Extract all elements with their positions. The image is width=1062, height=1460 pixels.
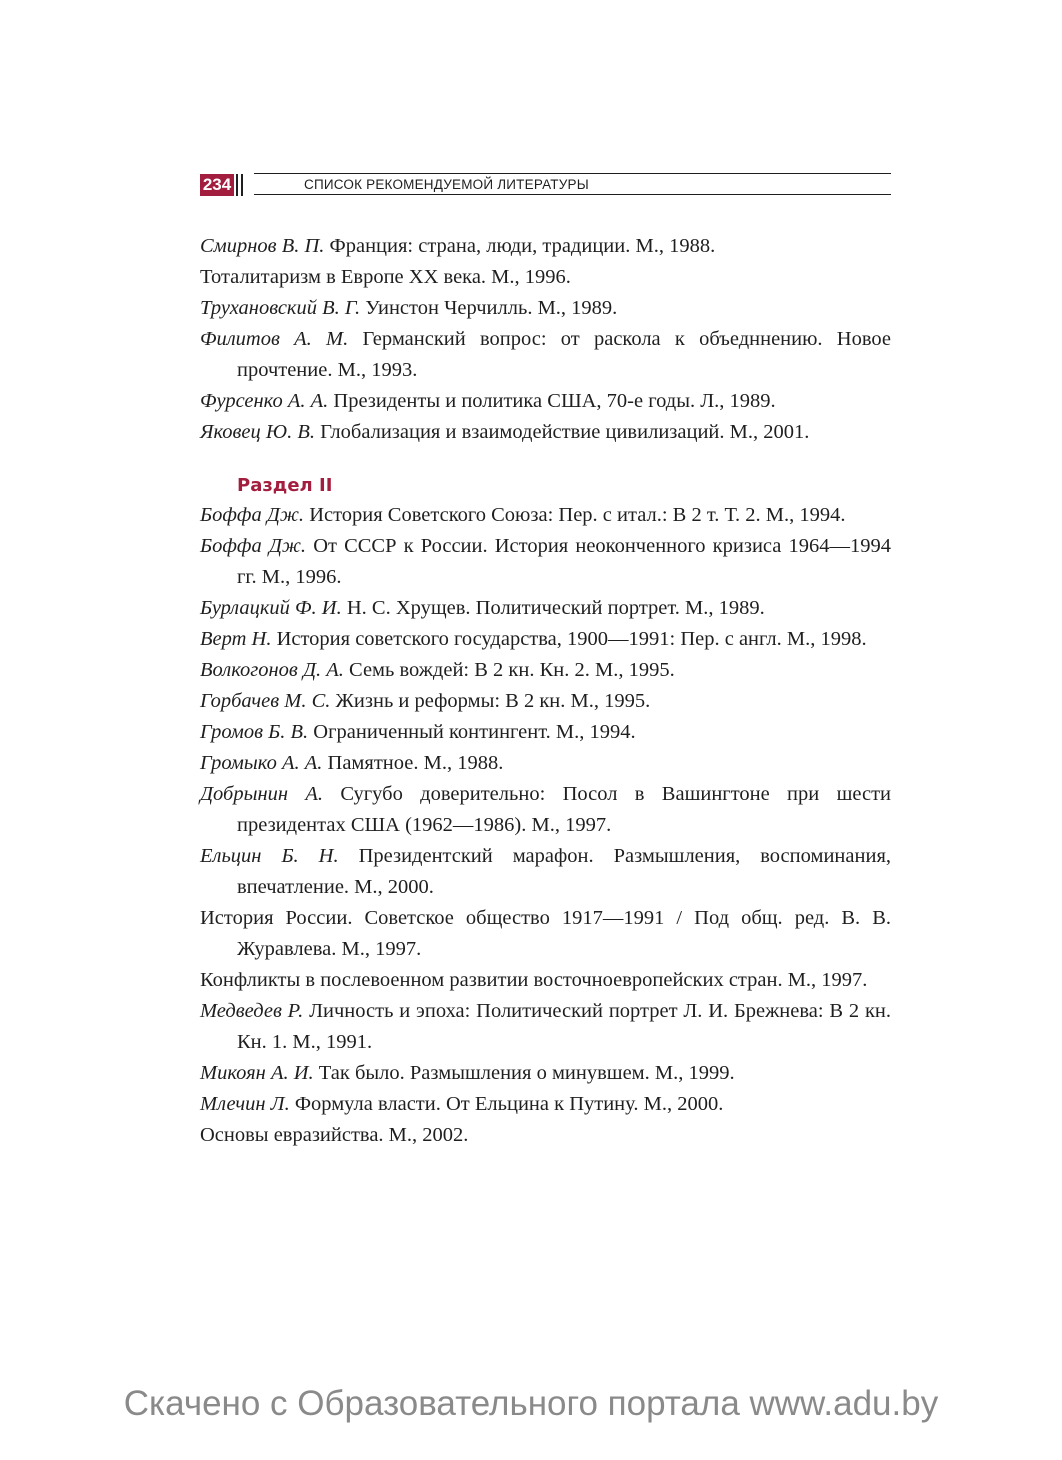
entry-author: Громыко А. А. [200,752,323,774]
bibliography-entry [200,965,891,996]
entry-text: Памятное. М., 1988. [327,752,504,774]
entry-text: Президенты и политика США, 70-е годы. Л., 1989. [333,390,776,412]
entry-text: Глобализация и взаимодействие цивилизаций. М., 2001. [320,421,810,443]
bibliography-entry [200,624,891,655]
entry-text: Формула власти. От Ельцина к Путину. М., 2000. [294,1093,724,1115]
entry-text: Ограниченный контингент. М., 1994. [313,721,636,743]
entry-text: История Советского Союза: Пер. с итал.: В 2 т. Т. 2. М., 1994. [309,504,846,526]
bibliography-entry [200,593,891,624]
bibliography-entry [200,386,891,417]
entry-author: Боффа Дж. [200,504,305,526]
bibliography-entry [200,500,891,531]
download-watermark: Скачено с Образовательного портала www.adu.by [123,1384,939,1423]
entry-author: Горбачев М. С. [200,690,331,712]
entry-text: Н. С. Хрущев. Политический портрет. М., 1989. [346,597,765,619]
bibliography-entry [200,655,891,686]
entry-text: Тоталитаризм в Европе XX века. М., 1996. [200,266,571,288]
entry-author: Верт Н. [200,628,272,650]
bibliography-entry [200,903,891,965]
entry-text: Жизнь и реформы: В 2 кн. М., 1995. [335,690,651,712]
bibliography-entry [200,1120,891,1151]
bibliography-entry [200,231,891,262]
header-bar [241,174,243,196]
bibliography-entry [200,262,891,293]
entry-author: Волкогонов Д. А. [200,659,344,681]
bibliography-entry [200,417,891,448]
entry-text: Семь вождей: В 2 кн. Кн. 2. М., 1995. [349,659,675,681]
page-header [200,172,891,198]
entry-author: Бурлацкий Ф. И. [200,597,342,619]
bibliography-entry [200,686,891,717]
entry-author: Млечин Л. [200,1093,290,1115]
running-title: СПИСОК РЕКОМЕНДУЕМОЙ ЛИТЕРАТУРЫ [304,177,589,192]
entry-author: Филитов А. М. [200,328,349,350]
entry-text: Основы евразийства. М., 2002. [200,1124,469,1146]
bibliography-entry [200,748,891,779]
entry-text: История России. Советское общество 1917—1991 / Под общ. ред. В. В. Журавлева. М., 1997. [200,907,891,960]
section-heading: Раздел II [237,475,333,496]
entry-text: От СССР к России. История неоконченного кризиса 1964—1994 гг. М., 1996. [237,535,891,588]
entry-author: Фурсенко А. А. [200,390,329,412]
bibliography-entry [200,293,891,324]
header-rule-bottom [254,194,891,195]
bibliography-part-2 [200,500,891,1151]
entry-text: История советского государства, 1900—1991: Пер. с англ. М., 1998. [276,628,867,650]
entry-author: Добрынин А. [200,783,324,805]
entry-author: Трухановский В. Г. [200,297,361,319]
header-divider-bars [236,174,246,196]
bibliography-entry [200,996,891,1058]
entry-author: Медведев Р. [200,1000,304,1022]
entry-text: Уинстон Черчилль. М., 1989. [365,297,618,319]
entry-text: Сугубо доверительно: Посол в Вашингтоне при шести президентах США (1962—1986). М., 1997. [237,783,891,836]
entry-text: Конфликты в послевоенном развитии восточноевропейских стран. М., 1997. [200,969,868,991]
header-bar [236,174,238,196]
bibliography-entry [200,841,891,903]
entry-author: Ельцин Б. Н. [200,845,339,867]
entry-text: Германский вопрос: от раскола к объедннению. Новое прочтение. М., 1993. [237,328,891,381]
entry-text: Так было. Размышления о минувшем. М., 1999. [318,1062,735,1084]
entry-text: Личность и эпоха: Политический портрет Л. И. Брежнева: В 2 кн. Кн. 1. М., 1991. [237,1000,891,1053]
bibliography-entry [200,324,891,386]
entry-author: Смирнов В. П. [200,235,325,257]
entry-author: Боффа Дж. [200,535,307,557]
header-rule-top [254,173,891,174]
bibliography-entry [200,779,891,841]
bibliography [200,231,891,1151]
entry-text: Президентский марафон. Размышления, воспоминания, впечатление. М., 2000. [237,845,891,898]
entry-author: Громов Б. В. [200,721,309,743]
bibliography-entry [200,531,891,593]
bibliography-entry [200,1089,891,1120]
entry-author: Микоян А. И. [200,1062,314,1084]
bibliography-entry [200,717,891,748]
bibliography-entry [200,1058,891,1089]
page-number: 234 [200,174,234,196]
bibliography-part-1 [200,231,891,448]
entry-author: Яковец Ю. В. [200,421,315,443]
entry-text: Франция: страна, люди, традиции. М., 1988. [329,235,716,257]
